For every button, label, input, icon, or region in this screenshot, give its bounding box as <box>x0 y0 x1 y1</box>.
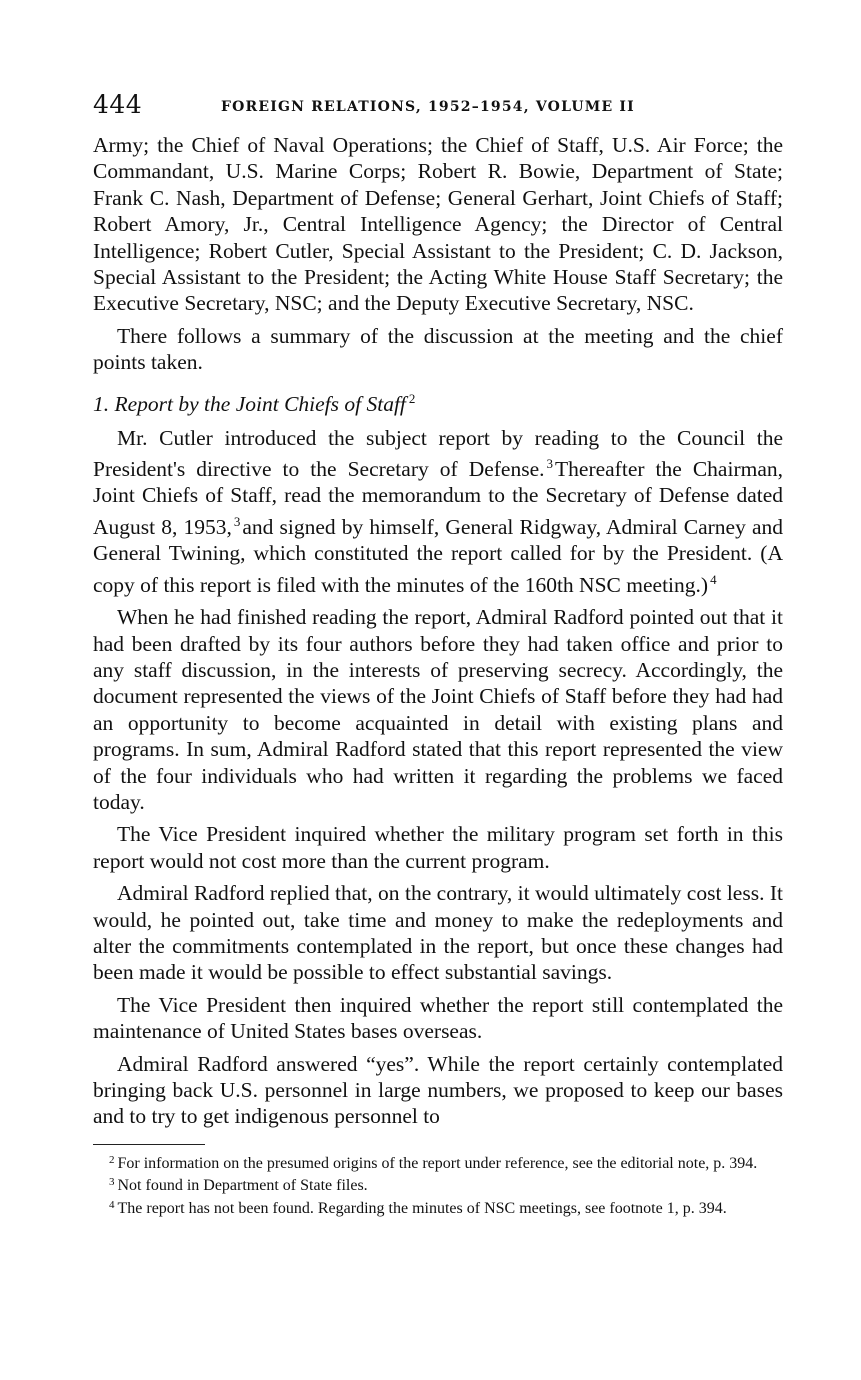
footnote-marker: 4 <box>109 1198 115 1211</box>
paragraph-vp-cost: The Vice President inquired whether the military program set forth in this report would not cost more than the current program. <box>93 822 783 873</box>
footnote <box>93 1196 783 1219</box>
paragraph-text: Thereafter the Chairman, Joint Chiefs of Staff, read the memorandum to the Secretary of Defense dated August 8, 1953, <box>93 457 783 539</box>
paragraph-cutler-report <box>93 425 783 598</box>
paragraph-radford-drafting: When he had finished reading the report, Admiral Radford pointed out that it had been drafted by its four authors before they had taken office and prior to any staff discussion, in the interests of preserving secrecy. Accordingly, the document represented the views of the Joint Chiefs of Staff before they had had an opportunity to become acquainted in detail with existing plans and programs. In sum, Admiral Radford stated that this report represented the view of the four individuals who had written it regarding the problems we faced today. <box>93 605 783 814</box>
footnote-ref: 3 <box>233 513 241 529</box>
footnote-divider <box>93 1144 205 1145</box>
paragraph-radford-cost: Admiral Radford replied that, on the contrary, it would ultimately cost less. It would, he pointed out, take time and money to make the redeployments and alter the commitments contemplated in the report, but once these changes had been made it would be possible to effect substantial savings. <box>93 881 783 985</box>
paragraph-text: and signed by himself, General Ridgway, Admiral Carney and General Twining, which constituted the report called for by the President. (A copy of this report is filed with the minutes of the 160th NSC meeting.) <box>93 514 783 597</box>
paragraph-summary-intro: There follows a summary of the discussion at the meeting and the chief points taken. <box>93 323 783 375</box>
footnote <box>93 1151 783 1174</box>
paragraph-attendees: Army; the Chief of Naval Operations; the Chief of Staff, U.S. Air Force; the Commandant, U.S. Marine Corps; Robert R. Bowie, Department of State; Frank C. Nash, Department of Defense; General Gerhart, Joint Chiefs of Staff; Robert Amory, Jr., Central Intelligence Agency; the Director of Central Intelligence; Robert Cutler, Special Assistant to the President; C. D. Jackson, Special Assistant to the President; the Acting White House Staff Secretary; the Executive Secretary, NSC; and the Deputy Executive Secretary, NSC. <box>93 133 783 316</box>
footnote-text: For information on the presumed origins of the report under reference, see the editorial note, p. 394. <box>117 1154 758 1172</box>
section-heading-text: 1. Report by the Joint Chiefs of Staff <box>93 391 406 416</box>
footnote-text: The report has not been found. Regarding the minutes of NSC meetings, see footnote 1, p. 394. <box>117 1199 727 1217</box>
page-number: 444 <box>93 90 143 119</box>
body-text <box>93 132 783 1130</box>
footnote-text: Not found in Department of State files. <box>117 1177 368 1195</box>
footnote-ref: 4 <box>710 571 717 587</box>
footnote <box>93 1173 783 1196</box>
footnote-ref: 2 <box>408 390 416 406</box>
paragraph-text: Mr. Cutler introduced the subject report by reading to the Council the President's directive to the Secretary of Defense. <box>93 425 783 482</box>
footnotes <box>93 1151 783 1219</box>
running-title: FOREIGN RELATIONS, 1952–1954, VOLUME II <box>221 99 635 115</box>
footnote-marker: 3 <box>109 1176 115 1189</box>
footnote-marker: 2 <box>109 1153 115 1166</box>
running-head <box>93 90 783 126</box>
section-heading <box>93 386 783 417</box>
paragraph-vp-bases: The Vice President then inquired whether the report still contemplated the maintenance of United States bases overseas. <box>93 992 783 1044</box>
document-page <box>93 90 783 1218</box>
paragraph-radford-bases: Admiral Radford answered “yes”. While the report certainly contemplated bringing back U.S. personnel in large numbers, we proposed to keep our bases and to try to get indigenous personnel to <box>93 1051 783 1129</box>
footnote-ref: 3 <box>546 456 554 472</box>
